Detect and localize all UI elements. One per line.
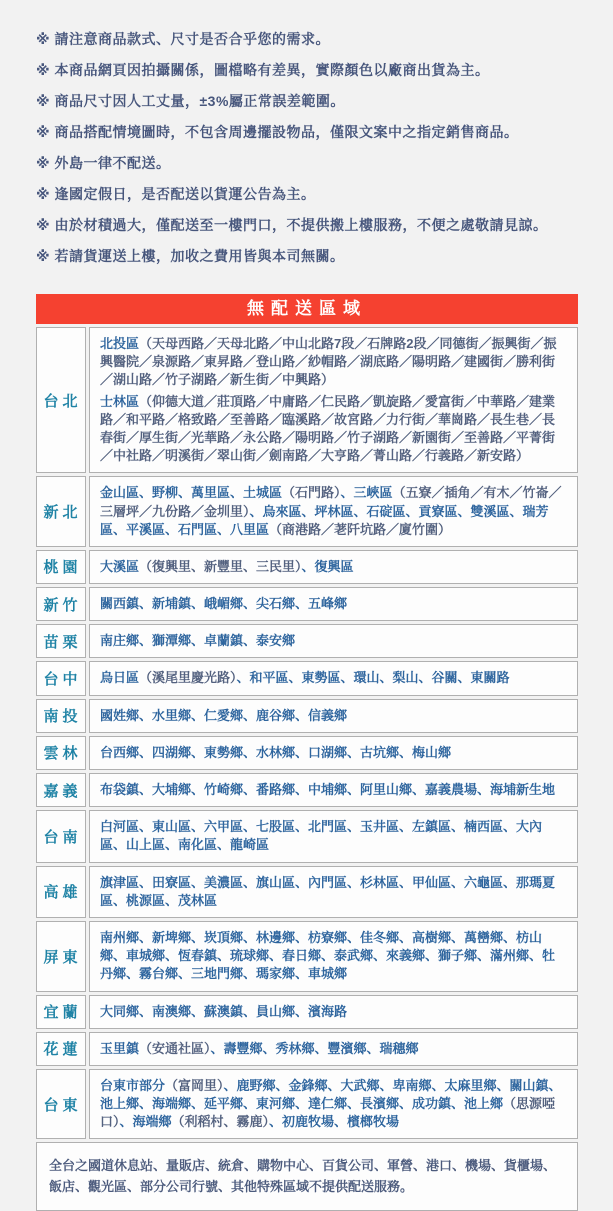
region-paragraph (100, 1077, 567, 1132)
region-row (36, 550, 578, 584)
notice-list (0, 0, 613, 282)
region-label: 屏東 (36, 921, 86, 992)
region-paragraph (100, 484, 567, 539)
area-name: 、和平區、東勢區、環山、梨山、谷關、東關路 (236, 670, 510, 686)
detail-text: （石門路） (282, 485, 341, 501)
area-name: 大溪區 (100, 558, 140, 574)
region-row (36, 810, 578, 862)
notice-item: ※ 由於材積過大，僅配送至一樓門口，不提供搬上樓服務，不便之處敬請見諒。 (36, 217, 548, 233)
region-paragraph (100, 929, 567, 984)
area-name: 、初鹿牧場、檳榔牧場 (269, 1114, 400, 1130)
region-row (36, 866, 578, 918)
region-content (89, 995, 578, 1029)
region-row (36, 661, 578, 695)
region-label: 台南 (36, 810, 86, 862)
detail-text: （五寮／插角／有木／竹崙／三層坪／九份路／金圳里） (100, 485, 562, 519)
notice-item: ※ 請注意商品款式、尺寸是否合乎您的需求。 (36, 31, 330, 47)
area-name: 大同鄉、南澳鄉、蘇澳鎮、員山鄉、濱海路 (100, 1003, 348, 1019)
detail-text: （利稻村、霧鹿） (171, 1114, 270, 1130)
area-name: 台西鄉、四湖鄉、東勢鄉、水林鄉、口湖鄉、古坑鄉、梅山鄉 (100, 744, 452, 760)
detail-text: （溪尾里慶光路） (139, 670, 237, 686)
region-row (36, 736, 578, 770)
region-content (89, 736, 578, 770)
area-name: 、壽豐鄉、秀林鄉、豐濱鄉、瑞穗鄉 (210, 1040, 419, 1056)
region-content (89, 921, 578, 992)
area-name: 、海端鄉 (119, 1114, 172, 1130)
region-paragraph (100, 632, 567, 650)
region-content (89, 699, 578, 733)
region-label: 高雄 (36, 866, 86, 918)
region-label: 雲林 (36, 736, 86, 770)
area-name: 南庄鄉、獅潭鄉、卓蘭鎮、泰安鄉 (100, 633, 296, 649)
region-label: 新竹 (36, 587, 86, 621)
region-row (36, 1069, 578, 1140)
notice-item: ※ 若請貨運送上樓，加收之費用皆與本司無關。 (36, 248, 345, 264)
region-content (89, 624, 578, 658)
region-row (36, 995, 578, 1029)
detail-text: （商港路／荖阡坑路／廈竹圍） (269, 521, 452, 537)
table-rows (36, 327, 578, 1139)
detail-text: （富岡里） (165, 1077, 224, 1093)
region-paragraph (100, 1040, 567, 1058)
detail-text: （思源啞口） (100, 1096, 556, 1130)
no-delivery-table (36, 294, 578, 1211)
detail-text: （安通社區） (139, 1040, 211, 1056)
region-content (89, 550, 578, 584)
region-row (36, 476, 578, 547)
detail-text: （仰德大道／莊頂路／中庸路／仁民路／凱旋路／愛富街／中華路／建業路／和平路／格致路／至善路／臨溪路／故宮路／力行街／華崗路／長生巷／長春街／厚生街／光華路／永公路／陽明路／竹子湖路／新園街／至善路／平菁街／中社路／明溪街／翠山街／劍南路／大亨路／菁山路／行義路／新安路） (100, 393, 556, 464)
notice-item: ※ 逢國定假日，是否配送以貨運公告為主。 (36, 186, 316, 202)
region-paragraph (100, 1003, 567, 1021)
region-label: 嘉義 (36, 773, 86, 807)
region-paragraph (100, 595, 567, 613)
region-label: 南投 (36, 699, 86, 733)
region-paragraph (100, 781, 567, 799)
region-row (36, 921, 578, 992)
area-name: 玉里鎮 (100, 1040, 140, 1056)
region-label: 桃園 (36, 550, 86, 584)
region-row (36, 699, 578, 733)
detail-text: （復興里、新豐里、三民里） (139, 558, 302, 574)
region-content (89, 587, 578, 621)
area-name: 烏日區 (100, 670, 140, 686)
region-paragraph (100, 744, 567, 762)
table-header: 無配送區域 (36, 294, 578, 324)
region-label: 台中 (36, 661, 86, 695)
table-footer-note: 全台之國道休息站、量販店、統倉、購物中心、百貨公司、軍營、港口、機場、貨櫃場、飯店、觀光區、部分公司行號、其他特殊區域不提供配送服務。 (36, 1142, 578, 1210)
region-paragraph (100, 818, 567, 854)
region-label: 台東 (36, 1069, 86, 1140)
area-name: 旗津區、田寮區、美濃區、旗山區、內門區、杉林區、甲仙區、六龜區、那瑪夏區、桃源區、茂林區 (100, 874, 556, 908)
region-content (89, 810, 578, 862)
area-name: 白河區、東山區、六甲區、七股區、北門區、玉井區、左鎮區、楠西區、大內區、山上區、南化區、龍崎區 (100, 819, 543, 853)
region-paragraph (100, 558, 567, 576)
notice-item: ※ 商品尺寸因人工丈量，±3%屬正常誤差範圍。 (36, 93, 345, 109)
area-name: 南州鄉、新埤鄉、崁頂鄉、林邊鄉、枋寮鄉、佳冬鄉、高樹鄉、萬巒鄉、枋山鄉、車城鄉、恆春鎮、琉球鄉、春日鄉、泰武鄉、來義鄉、獅子鄉、滿州鄉、牡丹鄉、霧台鄉、三地門鄉、瑪家鄉、車城鄉 (100, 929, 556, 982)
region-content (89, 476, 578, 547)
region-paragraph (100, 669, 567, 687)
detail-text: （天母西路／天母北路／中山北路7段／石牌路2段／同德街／振興街／振興醫院／泉源路／東昇路／登山路／紗帽路／湖底路／陽明路／建國街／勝利街／湖山路／竹子湖路／新生街／中興路） (100, 336, 557, 388)
region-paragraph (100, 393, 567, 466)
notice-item: ※ 外島一律不配送。 (36, 155, 171, 171)
region-content (89, 661, 578, 695)
area-name: 北投區 (100, 336, 140, 351)
area-name: 、三峽區 (340, 485, 393, 501)
notice-item: ※ 本商品網頁因拍攝關係，圖檔略有差異，實際顏色以廠商出貨為主。 (36, 62, 490, 78)
area-name: 布袋鎮、大埔鄉、竹崎鄉、番路鄉、中埔鄉、阿里山鄉、嘉義農場、海埔新生地 (100, 782, 556, 797)
notice-item: ※ 商品搭配情境圖時，不包含周邊擺設物品，僅限文案中之指定銷售商品。 (36, 124, 519, 140)
area-name: 關西鎮、新埔鎮、峨嵋鄉、尖石鄉、五峰鄉 (100, 596, 348, 612)
region-content (89, 1032, 578, 1066)
region-content (89, 866, 578, 918)
region-paragraph (100, 335, 567, 390)
region-content (89, 773, 578, 807)
area-name: 、復興區 (301, 558, 354, 574)
area-name: 士林區 (100, 393, 140, 409)
area-name: 國姓鄉、水里鄉、仁愛鄉、鹿谷鄉、信義鄉 (100, 707, 348, 723)
region-row (36, 624, 578, 658)
region-row (36, 773, 578, 807)
region-content (89, 1069, 578, 1140)
area-name: 金山區、野柳、萬里區、土城區 (100, 485, 283, 501)
region-label: 台北 (36, 327, 86, 473)
area-name: 台東市部分 (100, 1077, 166, 1093)
region-paragraph (100, 874, 567, 910)
region-paragraph (100, 707, 567, 725)
region-row (36, 327, 578, 473)
region-label: 新北 (36, 476, 86, 547)
region-label: 宜蘭 (36, 995, 86, 1029)
region-label: 花蓮 (36, 1032, 86, 1066)
region-row (36, 1032, 578, 1066)
region-row (36, 587, 578, 621)
area-name: 、鹿野鄉、金鋒鄉、大武鄉、卑南鄉、太麻里鄉、關山鎮、池上鄉、海端鄉、延平鄉、東河鄉、達仁鄉、長濱鄉、成功鎮、池上鄉 (100, 1077, 562, 1112)
region-content (89, 327, 578, 473)
region-label: 苗栗 (36, 624, 86, 658)
area-name: 、烏來區、坪林區、石碇區、貢寮區、雙溪區、瑞芳區、平溪區、石門區、八里區 (100, 503, 549, 537)
